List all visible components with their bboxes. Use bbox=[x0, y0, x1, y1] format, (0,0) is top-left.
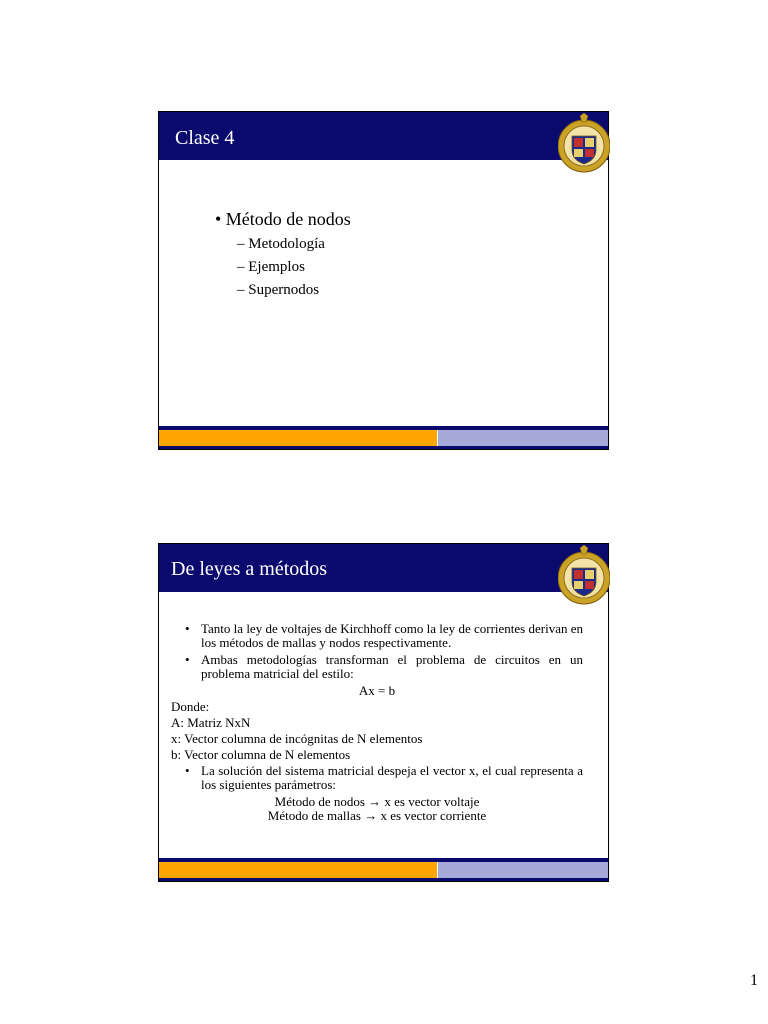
footer-divider bbox=[159, 426, 608, 430]
sub-item: – Metodología bbox=[237, 236, 325, 252]
page-number: 1 bbox=[750, 972, 758, 989]
slide-1 bbox=[158, 111, 609, 450]
university-seal-icon bbox=[558, 544, 610, 608]
slide-title: Clase 4 bbox=[175, 127, 235, 149]
bullet-item: • La solución del sistema matricial despeja el vector x, el cual representa a los siguientes parámetros: bbox=[171, 764, 583, 792]
donde-label: Donde: bbox=[171, 699, 210, 714]
footer-divider bbox=[159, 858, 608, 862]
definition-line: A: Matriz NxN bbox=[171, 715, 251, 730]
bullet-item: • Ambas metodologías transforman el problema de circuitos en un problema matricial del estilo: bbox=[171, 653, 583, 681]
slide-2 bbox=[158, 543, 609, 882]
equation: Ax = b bbox=[358, 683, 396, 698]
sub-item: – Ejemplos bbox=[237, 259, 305, 275]
definition-line: x: Vector columna de incógnitas de N elementos bbox=[171, 731, 423, 746]
university-seal-icon bbox=[558, 112, 610, 176]
slide-header bbox=[159, 112, 608, 160]
slide-header bbox=[159, 544, 608, 592]
footer-bottom-line bbox=[159, 878, 608, 881]
bullet-item: • Método de nodos bbox=[215, 209, 351, 229]
footer-bottom-line bbox=[159, 446, 608, 449]
definition-line: b: Vector columna de N elementos bbox=[171, 747, 351, 762]
slide-title: De leyes a métodos bbox=[171, 558, 328, 580]
sub-item: – Supernodos bbox=[237, 282, 320, 298]
method-line: Método de nodos → x es vector voltaje bbox=[274, 794, 480, 809]
slide-1-content bbox=[215, 209, 351, 299]
bullet-item: • Tanto la ley de voltajes de Kirchhoff como la ley de corrientes derivan en los métodos de mallas y nodos respectivamente. bbox=[171, 622, 583, 650]
method-line: Método de mallas → x es vector corriente bbox=[267, 808, 487, 823]
slide-2-content bbox=[171, 622, 583, 823]
